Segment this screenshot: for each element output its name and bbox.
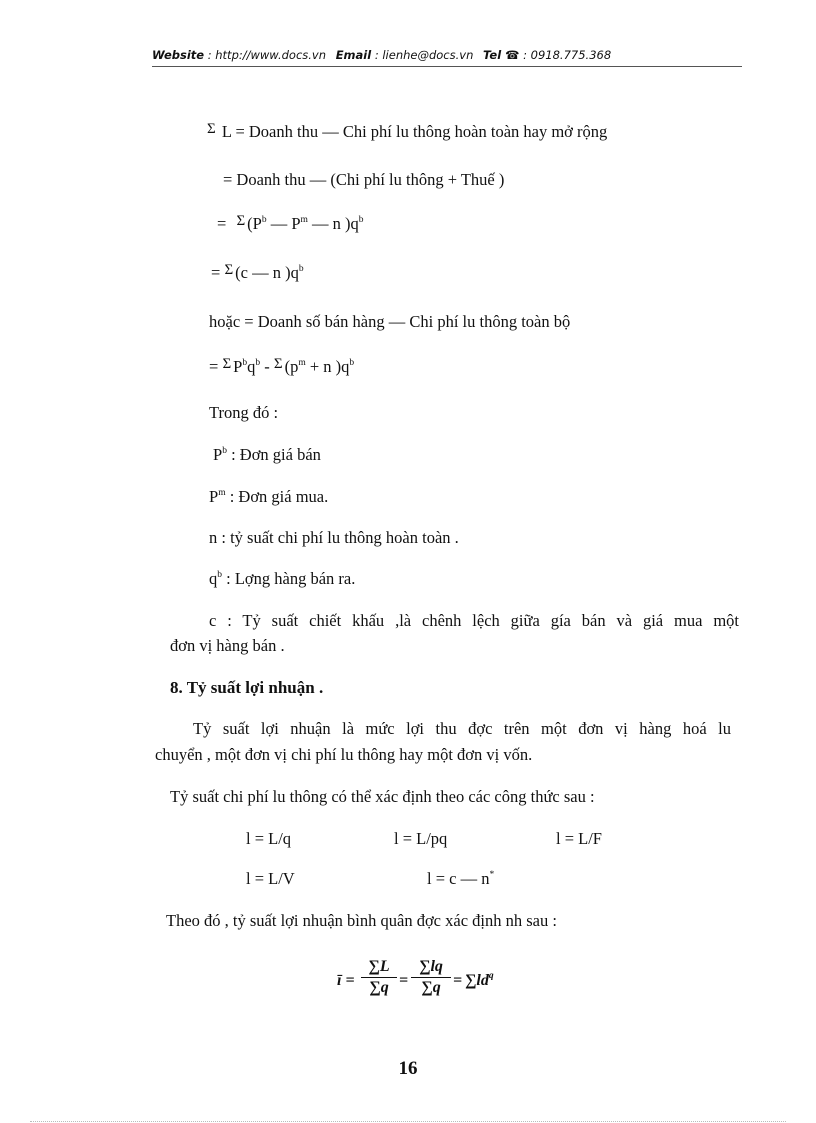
ratio-formula: l = L/F	[556, 829, 602, 848]
header-divider	[152, 66, 742, 67]
sigma-symbol: Σ	[207, 121, 216, 137]
definition-pb: $P^b$ : Đơn giá bán	[213, 445, 321, 464]
sigma-symbol: Σ	[273, 356, 283, 372]
definition-c-line2: đơn vị hàng bán .	[170, 636, 285, 655]
definition-qb: $q^b$ : Lợng hàng bán ra.	[209, 569, 356, 588]
definitions-intro: Trong đó :	[209, 403, 279, 422]
sigma-symbol: Σ	[224, 262, 234, 278]
tel-label: Tel ☎	[483, 48, 520, 62]
formula-line-3: = Σ ($P^b$ — $P^m$ — n )$q^b$	[217, 213, 364, 233]
formula-line-1: Σ L = Doanh thu — Chi phí lu thông hoàn toàn hay mở rộng	[207, 121, 608, 141]
formula-line-2: = Doanh thu — (Chi phí lu thông + Thuế )	[223, 170, 505, 189]
email-value[interactable]: : lienhe@docs.vn	[374, 48, 474, 62]
definition-pm: $P^m$ : Đơn giá mua.	[209, 487, 329, 506]
section-paragraph-line2: chuyển , một đơn vị chi phí lu thông hay một đơn vị vốn.	[155, 745, 533, 764]
fraction-bar	[411, 977, 451, 978]
formula-rhs: $\sum ld^q$	[465, 970, 494, 989]
average-profit-formula: ī = ∑L ∑q = ∑lq ∑q = $\sum ld^q$	[337, 958, 494, 996]
formula-line-6: = Σ $P^bq^b$ - Σ ($p^m + n$ )$q^b$	[209, 356, 355, 376]
ratio-formula: l = L/pq	[394, 829, 448, 848]
section-heading: 8. Tỷ suất lợi nhuận .	[170, 678, 324, 697]
page-header	[152, 48, 742, 62]
footer-divider	[30, 1121, 786, 1122]
definition-c-line1: c : Tỷ suất chiết khấu ,là chênh lệch giữa gía bán và giá mua một	[209, 611, 739, 630]
ratios-intro: Tỷ suất chi phí lu thông có thể xác định theo các công thức sau :	[170, 787, 595, 806]
fraction-2: ∑lq ∑q	[411, 958, 451, 997]
website-label: Website	[152, 48, 205, 62]
ratio-formula: l = c — n*	[427, 869, 495, 888]
average-intro: Theo đó , tỷ suất lợi nhuận bình quân đợc xác định nh sau :	[166, 911, 557, 930]
website-value[interactable]: : http://www.docs.vn	[207, 48, 327, 62]
sigma-symbol: Σ	[222, 356, 232, 372]
email-label: Email	[335, 48, 372, 62]
fraction-1: ∑L ∑q	[361, 958, 397, 997]
page-number: 16	[398, 1058, 418, 1079]
sigma-symbol: Σ	[236, 213, 246, 229]
tel-value: : 0918.775.368	[523, 48, 612, 62]
ratio-formula: l = L/V	[246, 869, 295, 888]
formula-line-5: hoặc = Doanh số bán hàng — Chi phí lu thông toàn bộ	[209, 312, 571, 331]
formula-line-4: = Σ (c — n )$q^b$	[211, 262, 304, 282]
formula-lhs: ī =	[337, 972, 355, 989]
section-paragraph-line1: Tỷ suất lợi nhuận là mức lợi thu đợc trên một đơn vị hàng hoá lu	[193, 719, 731, 738]
fraction-bar	[361, 977, 397, 978]
ratio-formula: l = L/q	[246, 829, 292, 848]
definition-n: n : tỷ suất chi phí lu thông hoàn toàn .	[209, 528, 459, 547]
